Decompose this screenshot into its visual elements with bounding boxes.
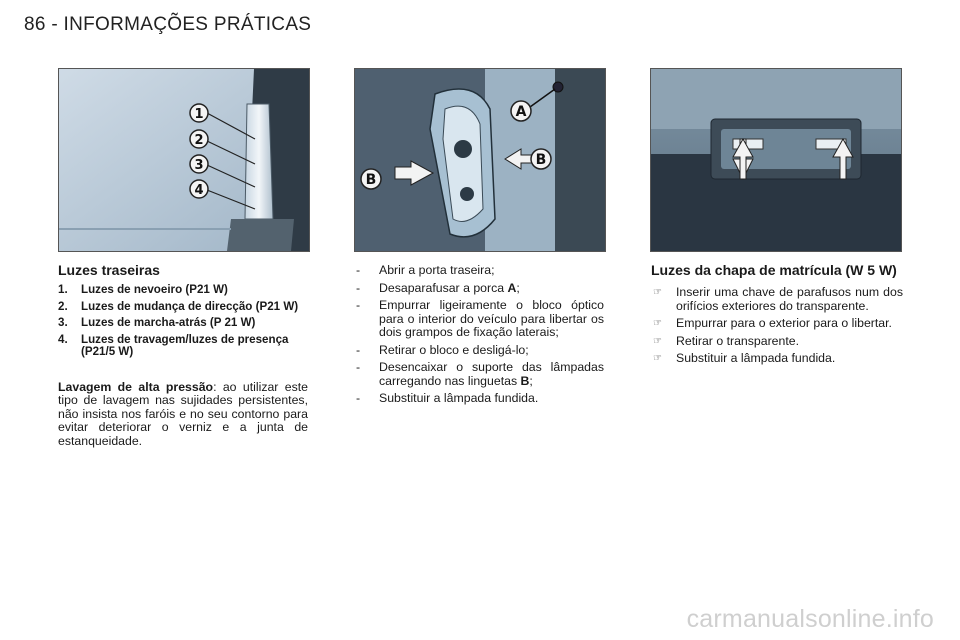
light-unit-removal-illustration bbox=[354, 68, 606, 252]
step-text: Desaparafusar a porca bbox=[379, 280, 508, 295]
list-item bbox=[354, 264, 604, 278]
pointing-hand-icon: ☞ bbox=[653, 335, 662, 347]
list-item bbox=[58, 284, 308, 297]
list-item bbox=[651, 286, 903, 313]
list-item bbox=[651, 317, 903, 331]
step-text: Inserir uma chave de parafusos num dos orifícios exteriores do transparente. bbox=[676, 285, 903, 313]
dash-marker: - bbox=[356, 298, 361, 312]
licence-plate-lights-illustration bbox=[650, 68, 902, 252]
step-text: Abrir a porta traseira; bbox=[379, 263, 495, 277]
callout-3: 3 bbox=[194, 158, 204, 173]
callout-1: 1 bbox=[194, 107, 204, 122]
list-item bbox=[354, 299, 604, 340]
step-text: Retirar o transparente. bbox=[676, 333, 800, 348]
high-pressure-wash-note bbox=[58, 381, 308, 449]
item-text: Luzes de travagem/luzes de presença (P21/5 W) bbox=[81, 332, 289, 358]
step-text: Empurrar para o exterior para o libertar. bbox=[676, 316, 892, 330]
licence-plate-heading: Luzes da chapa de matrícula (W 5 W) bbox=[651, 262, 897, 278]
list-item bbox=[354, 344, 604, 358]
step-text: Retirar o bloco e desligá-lo; bbox=[379, 342, 529, 357]
step-text-end: ; bbox=[516, 280, 520, 295]
bulb-list bbox=[58, 284, 308, 359]
list-item bbox=[58, 301, 308, 314]
item-text: Luzes de mudança de direcção (P21 W) bbox=[81, 299, 299, 313]
rear-lights-heading: Luzes traseiras bbox=[58, 262, 160, 278]
dash-marker: - bbox=[356, 360, 361, 374]
step-text-end: ; bbox=[529, 373, 533, 388]
item-number: 3. bbox=[58, 316, 68, 329]
pointing-hand-icon: ☞ bbox=[653, 353, 662, 364]
watermark: carmanualsonline.info bbox=[686, 605, 934, 633]
callout-a: A bbox=[515, 104, 527, 120]
step-bold: B bbox=[520, 373, 530, 388]
rear-lights-illustration bbox=[58, 68, 310, 252]
list-item bbox=[354, 282, 604, 296]
pointing-hand-icon: ☞ bbox=[653, 287, 662, 298]
item-number: 2. bbox=[58, 299, 68, 313]
step-bold: A bbox=[507, 280, 517, 295]
step-text: Substituir a lâmpada fundida. bbox=[379, 391, 539, 405]
item-number: 1. bbox=[58, 283, 68, 296]
list-item bbox=[651, 335, 903, 349]
item-text: Luzes de nevoeiro (P21 W) bbox=[81, 283, 228, 296]
list-item bbox=[58, 334, 308, 359]
pointing-hand-icon: ☞ bbox=[653, 318, 662, 329]
licence-plate-lights-section bbox=[651, 263, 903, 370]
step-text: Substituir a lâmpada fundida. bbox=[676, 351, 836, 365]
item-text: Luzes de marcha-atrás (P 21 W) bbox=[81, 316, 256, 329]
list-item bbox=[651, 352, 903, 366]
note-bold: Lavagem de alta pressão bbox=[58, 379, 214, 394]
rear-light-procedure bbox=[354, 264, 604, 410]
list-item bbox=[58, 317, 308, 330]
list-item bbox=[354, 392, 604, 406]
note-text: : ao utilizar este tipo de lavagem nas sujidades persistentes, não insista nos faróis e no seu contorno para evitar deteriorar o verniz e a junta de estanqueidade. bbox=[58, 379, 308, 448]
step-text: Empurrar ligeiramente o bloco óptico para o interior do veículo para libertar os dois grampos de fixação laterais; bbox=[379, 298, 604, 339]
callout-2: 2 bbox=[194, 133, 204, 148]
dash-marker: - bbox=[356, 263, 361, 277]
callout-4: 4 bbox=[194, 183, 204, 198]
callout-b-left: B bbox=[365, 172, 377, 188]
dash-marker: - bbox=[356, 342, 361, 357]
rear-lights-section bbox=[58, 263, 308, 448]
list-item bbox=[354, 361, 604, 388]
page-header: 86 - INFORMAÇÕES PRÁTICAS bbox=[24, 14, 312, 35]
callout-b-right: B bbox=[535, 152, 547, 168]
item-number: 4. bbox=[58, 332, 68, 346]
dash-marker: - bbox=[356, 280, 361, 295]
step-text: Desencaixar o suporte das lâmpadas carregando nas linguetas bbox=[379, 360, 604, 388]
dash-marker: - bbox=[356, 391, 361, 405]
